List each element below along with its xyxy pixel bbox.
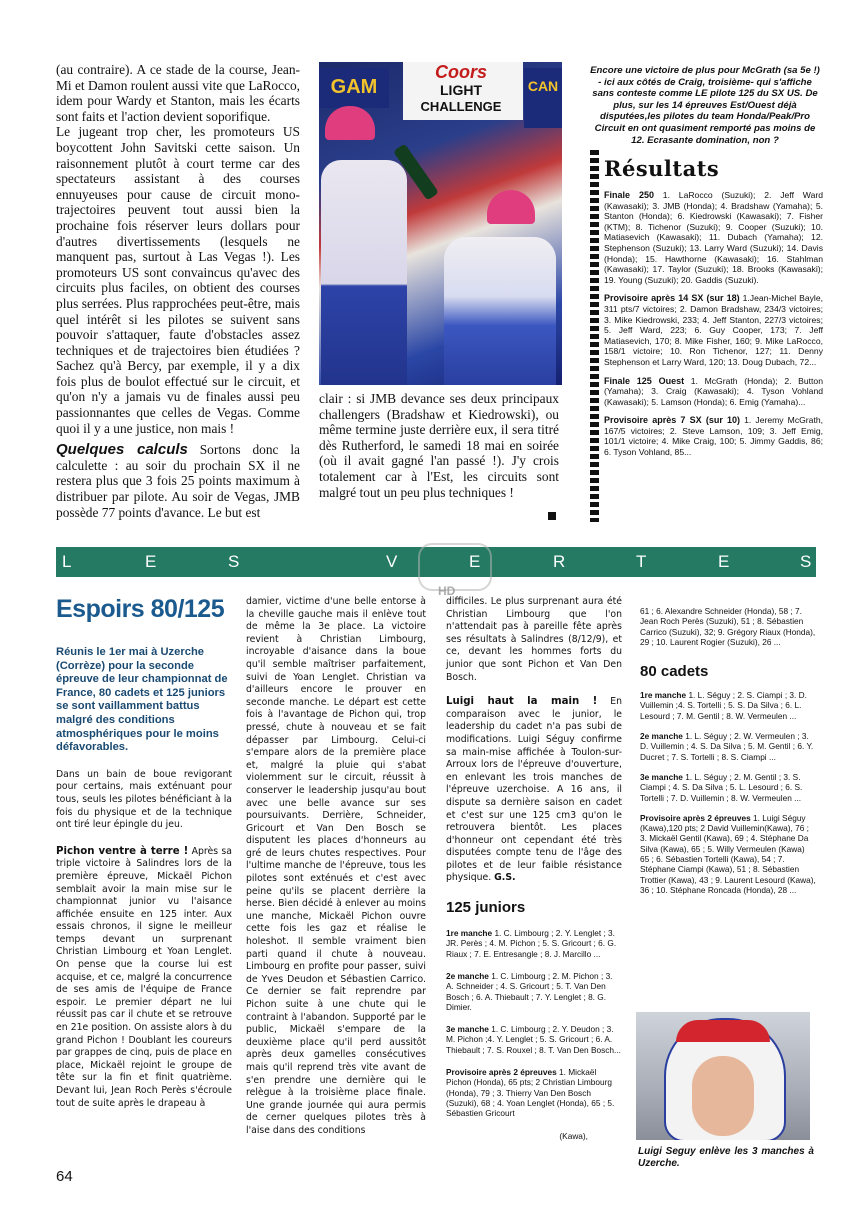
round-result: 1re manche 1. L. Séguy ; 2. S. Ciampi ; 3. D. Vuillemin ;4. S. Tortelli ; 5. S. Da Silva ; 6. L. Lesourd ; 7. M. Gentil ; 8. W. Vermeulen ... — [640, 690, 807, 721]
photo-caption: Encore une victoire de plus pour McGrath (sa 5e !) - ici aux côtés de Craig, troisième- qui s'affiche sans conteste comme LE pilote 125 du SX US. De plus, sur les 14 épreuves Est/Ouest déjà disputées,les pilotes du team Honda/Peak/Pro Circuit en ont quasiment remporté pas moins de 12. Ecrasante domination, non ? — [590, 65, 820, 146]
sponsor-sign-text: GAM — [330, 76, 378, 98]
article-text: Sortons donc la calculette : au soir du prochain SX il ne restera plus que 3 fois 25 points maximum à distribuer par pilote. Au soir de Vegas, JMB possède 77 points d'avance. Le but est — [56, 442, 300, 520]
strip-letter: V — [386, 552, 398, 571]
face — [692, 1056, 754, 1136]
portrait-photo — [636, 1012, 810, 1140]
article-paragraph: Luigi haut la main ! En comparaison avec le junior, le leadership du cadet n'a pas subi de modifications. Luigi Séguy confirme sa main-mise affichée à Toulon-sur-Arroux lors de l'épreuve d'ouverture, en enlevant les trois manches de l'épreuve uzerchoise. A 16 ans, il dispute sa dernière saison en cadet et c'est sur une 125 cm3 qu'on le retrouvera bientôt. Les places d'honneur ont cependant été très disputées compte tenu de l'âge des pilotes et de leur faible résistance physique. G.S. — [446, 696, 622, 884]
juniors-title: 125 juniors — [446, 899, 526, 917]
rider-left-cap — [325, 106, 375, 140]
banner-line: CHALLENGE — [420, 99, 502, 114]
strip-letter: L — [62, 552, 72, 571]
strip-letter: S — [800, 552, 812, 571]
espoirs-column-2: damier, victime d'une belle entorse à la cheville gauche mais il enlève tout de même la 3e place. La victoire revient à Christian Limbourg, incroyable d'aisance dans la boue qu'il semble maîtriser parfaitement, suivi de Yoan Lenglet. Christian va d'ailleurs encore le prouver en seconde manche. Le départ est cette fois à l'avantage de Pichon qui, trop pressé, chute à nouveau et se fait dépasser par Limbourg. Celui-ci s'empare alors de la première place et, malgré la pluie qui s'abat violemment sur le circuit, réussit à conserver le leadership jusqu'au bout avec une belle avance sur ses poursuivants. Derrière, Schneider, Gricourt et Van Den Bosch se disputent les places d'honneurs au gré de leurs chutes respectives. Pour l'ultime manche de l'épreuve, tous les pilotes sont exténués et c'est avec peine qu'ils se placent derrière la herse. Bien décidé à enlever au moins une manche, Mickaël Pichon ouvre cette fois les gaz et réalise le holeshot. Il semble vraiment bien parti quand il chute à nouveau. Limbourg en profite pour passer, suivi de Yves Deudon et Sébastien Carrico. Ce dernier se fait reprendre par Pichon suite à une chute qui le contraint à l'abandon. Supporté par le public, Mickaël s'empare de la deuxième place qu'il perd aussitôt après deux gamelles consécutives mais qu'il reprend très vite avant de s'en prendre une dernière qui le relègue à la troisième place finale. Une grande journée qui aura permis de cerner quelques pilotes très à l'aise dans des conditions — [246, 596, 426, 1136]
espoirs-column-4 — [640, 606, 816, 895]
espoirs-column-3 — [446, 596, 622, 1141]
article-column-2: clair : si JMB devance ses deux principaux challengers (Bradshaw et Kiedrowski), ou même termine juste derrière eux, il sera titré dès Rutherford, le samedi 18 mai en soirée (où il avait gagné l'an passé !). J'y crois totalement car à l'Est, les circuits sont malgré tout un peu plus techniques ! — [319, 391, 559, 500]
rider-right-cap — [487, 190, 535, 224]
cadets-title: 80 cadets — [640, 663, 709, 681]
article-paragraph: Dans un bain de boue revigorant pour certains, mais exténuant pour tous, seuls les pilotes bénéficiant à la fois du physique et de la technique ont tiré leur épingle du jeu. — [56, 768, 232, 831]
sponsor-sign-right — [524, 68, 562, 128]
sponsor-sign-text: CAN — [527, 78, 559, 94]
end-mark — [548, 512, 556, 520]
subheading: Pichon ventre à terre ! — [56, 845, 189, 857]
continuation: (Kawa), — [559, 1130, 588, 1141]
round-result: 3e manche 1. C. Limbourg ; 2. Y. Deudon ; 3. M. Pichon ;4. Y. Lenglet ; 5. S. Gricourt ; 6. A. Thiebault ; 7. S. Rouxel ; 8. T. Van Den Bosch... — [446, 1024, 621, 1055]
round-result: 2e manche 1. L. Séguy ; 2. W. Vermeulen ; 3. D. Vuillemin ; 4. S. Da Silva ; 5. M. Gentil ; 6. Y. Ducret ; 7. S. Tortelli ; 8. S. Ciampi ... — [640, 731, 814, 762]
section-title: Espoirs 80/125 — [56, 595, 225, 623]
watermark-text: HD — [438, 584, 456, 598]
article-column-1 — [56, 62, 300, 520]
article-paragraph: (au contraire). A ce stade de la course, Jean-Mi et Damon roulent aussi vite que LaRocco, idem pour Wardy et Stanton, mais les écarts sont faits et l'action devient soporifique. — [56, 62, 300, 124]
results-title: Résultats — [604, 156, 720, 181]
results-block — [604, 190, 823, 458]
article-paragraph: Pichon ventre à terre ! Après sa triple victoire à Salindres lors de la première épreuve, Mickaël Pichon semblait avoir la main mise sur le championnat junior vu l'aisance affichée ensuite en 125 inter. Aux essais chronos, il signe le meilleur temps devant un surprenant Christian Limbourg et Yoan Lenglet. On pense que la course lui est acquise, et ce, malgré la concurrence de ses amis de l'équipe de France espoir. Le premier départ ne lui réussit pas car il chute et se retrouve en 21e position. On assiste alors à du grand Pichon ! Doublant les coureurs par grappes de cinq, puis de place en place, Mickaël rejoint le groupe de tête sur la fin et finit quatrième. Devant lui, Jean Roch Perès s'écroule tout de suite après le drapeau à — [56, 845, 232, 1109]
round-result: 2e manche 1. C. Limbourg ; 2. M. Pichon ; 3. A. Schneider ; 4. S. Gricourt ; 5. T. Van Den Bosch ; 6. A. Thiebault ; 7. Y. Lenglet ; 8. G. Dimier. — [446, 970, 613, 1012]
banner-brand: Coors — [434, 62, 487, 82]
rider-right-body — [444, 237, 556, 385]
round-result: 1re manche 1. C. Limbourg ; 2. Y. Lenglet ; 3. JR. Perès ; 4. M. Pichon ; 5. S. Gricourt ; 6. G. Riaux ; 7. E. Entresangle ; 8. J. Marcillo ... — [446, 928, 617, 959]
strip-letter: E — [718, 552, 730, 571]
banner-line: LIGHT — [440, 82, 482, 98]
strip-letter: E — [145, 552, 157, 571]
result-entry: Finale 250 1. LaRocco (Suzuki); 2. Jeff Ward (Kawasaki); 3. JMB (Honda); 4. Bradshaw (Yamaha); 5. Stanton (Honda); 6. Kiedrowski (Kawasaki); 7. Fisher (KTM); 8. Tichenor (Suzuki); 9. Cooper (Suzuki); 10. Matiasevich (Kawasaki); 11. Dubach (Yamaha); 12. Stephenson (Suzuki); 13. Larry Ward (Suzuki); 14. Davis (Honda); 15. Hawthorne (Kawasaki); 16. Stahlman (Kawasaki); 17. Taylor (Suzuki); 18. Brooks (Kawasaki); 19. Young (Suzuki); 20. Gaddis (Suzuki). — [604, 190, 823, 285]
result-entry: Provisoire après 14 SX (sur 18) 1.Jean-Michel Bayle, 311 pts/7 victoires; 2. Damon Bradshaw, 234/3 victoires; 3. Mike Kiedrowski, 233; 4. Jeff Stanton, 227/3 victoires; 5. Jeff Ward, 223; 6. Guy Cooper, 173; 7. Jeff Matiasevich, 170; 8. Mike Fisher, 160; 9. Mike LaRocco, 158/1 victoire; 10. Ron Tichenor, 127; 11. Denny Stephenson et Larry Ward, 120; 13. Doug Dubach, 72... — [604, 293, 823, 367]
portrait-caption: Luigi Seguy enlève les 3 manches à Uzerche. — [638, 1146, 814, 1169]
rider-left-body — [321, 160, 407, 385]
strip-letter: R — [553, 552, 566, 571]
article-paragraph — [56, 442, 300, 520]
article-paragraph: Le jugeant trop cher, les promoteurs US boycottent John Savitski cette saison. Un raisonnement plutôt à court terme car des spectateurs assistant à des courses ennuyeuses pour cause de circuit mono-trajectoires peuvent tout aussi bien la prochaine fois réserver leurs dollars pour d'autres divertissements (lesquels ne manquent pas, surtout à Las Vegas !). Les promoteurs US sont convaincus qu'avec des circuits plus faciles, on obtient des courses plus serrées. Plus rapprochées peut-être, mais quel intérêt si les pilotes se suivent sans pouvoir s'attaquer, faute d'obstacles assez techniques et de trajectoires bien étudiées ? Sachez qu'à Bercy, par exemple, il y a dix fois plus de boulot effectué sur le circuit, et qu'on n'y a jamais vu de finales aussi peu passionnantes que celles de Vegas. Comme quoi il y a une justice, non mais ! — [56, 124, 300, 436]
helmet-stripe — [676, 1020, 770, 1042]
podium-photo — [319, 62, 562, 385]
subheading: Luigi haut la main ! — [446, 696, 598, 708]
strip-letter: S — [228, 552, 240, 571]
result-entry: Provisoire après 7 SX (sur 10) 1. Jeremy McGrath, 167/5 victoires; 2. Steve Lamson, 109; 3. Jeff Emig, 101/1 victoire; 4. Mike Craig, 100; 5. Jimmy Gaddis, 86; 6. Tyson Vohland, 85... — [604, 415, 824, 458]
round-result: Provisoire après 2 épreuves 1. Mickaël Pichon (Honda), 65 pts; 2 Christian Limbourg (Honda), 79 ; 3. Thierry Van Den Bosch (Suzuki), 68 ; 4. Yoan Lenglet (Honda), 65 ; 5. Sébastien Gricourt — [446, 1067, 615, 1119]
round-result: Provisoire après 2 épreuves 1. Luigi Séguy (Kawa),120 pts; 2 David Vuillemin(Kawa), 76 ; 3. Mickaël Gentil (Kawa), 69 ; 4. Stéphane Da Silva (Kawa), 65 ; 5. Willy Vermeulen (Kawa) 65 ; 6. Sébastien Tortelli (Kawa), 54 ; 7. Stéphane Ciampi (Kawa), 51 ; 8. Sébastien Trottier (Kawa), 43 ; 9. Laurent Lesourd (Kawa), 36 ; 10. Stéphane Roncada (Honda), 28 ... — [640, 812, 816, 895]
result-entry: Finale 125 Ouest 1. McGrath (Honda); 2. Button (Yamaha); 3. Craig (Kawasaki); 4. Tyson Vohland (Kawasaki); 5. Lamson (Honda); 6. Emig (Yamaha)... — [604, 375, 823, 407]
strip-letter: E — [469, 552, 481, 571]
intro-text: Réunis le 1er mai à Uzerche (Corrèze) pour la seconde épreuve de leur championnat de France, 80 cadets et 125 juniors se sont vaillamment battus malgré des conditions atmosphériques pour le moins défavorables. — [56, 646, 228, 754]
round-result: 61 ; 6. Alexandre Schneider (Honda), 58 ; 7. Jean Roch Perès (Suzuki), 51 ; 8. Sébastien Carrico (Suzuki), 32; 9. Grégory Riaux (Honda), 29 ; 10. Laurent Rogier (Suzuki), 26 ... — [640, 606, 816, 647]
signature: G.S. — [494, 872, 516, 884]
espoirs-column-1 — [56, 594, 232, 1110]
subheading: Quelques calculs — [56, 441, 188, 459]
strip-letter: T — [636, 552, 647, 571]
article-paragraph: difficiles. Le plus surprenant aura été Christian Limbourg que l'on n'attendait pas à pareille fête après ses résultats à Salindres (8/12/9), et ce, devant les hommes forts du junior que sont Pichon et Van Den Bosch. — [446, 596, 622, 683]
round-result: 3e manche 1. L. Séguy ; 2. M. Gentil ; 3. S. Ciampi ; 4. S. Da Silva ; 5. L. Lesourd ; 6. S. Tortelli ; 7. D. Vuillemin ; 8. W. Vermeulen ... — [640, 771, 803, 803]
results-border — [590, 150, 599, 522]
page-number: 64 — [56, 1168, 73, 1185]
